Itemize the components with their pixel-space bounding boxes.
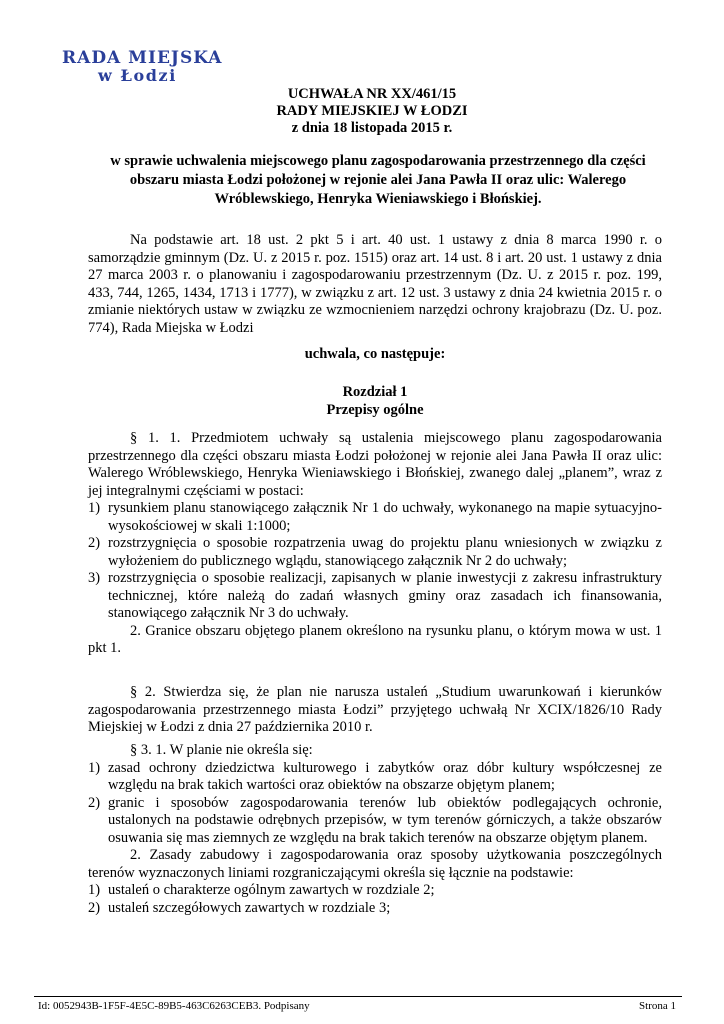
- list-item-number: 2): [88, 794, 101, 811]
- resolution-subject: w sprawie uchwalenia miejscowego planu zagospodarowania przestrzennego dla części obszaru miasta Łodzi położonej w rejonie alei Jana Pawła II oraz ulic: Walerego Wróblewskiego, Henryka Wieniawskiego i Błońskiej.: [110, 153, 646, 207]
- legal-basis: Na podstawie art. 18 ust. 2 pkt 5 i art. 40 ust. 1 ustawy z dnia 8 marca 1990 r. o samorządzie gminnym (Dz. U. z 2015 r. poz. 1515) oraz art. 14 ust. 8 i art. 20 ust. 1 ustawy z dnia 27 marca 2003 r. o planowaniu i zagospodarowaniu przestrzennym (Dz. U. z 2015 r. poz. 199, 433, 744, 1265, 1434, 1713 i 1777), w związku z art. 12 ust. 3 ustawy z dnia 24 kwietnia 2015 r. o zmianie niektórych ustaw w związku ze wzmocnieniem narzędzi ochrony krajobrazu (Dz. U. poz. 774), Rada Miejska w Łodzi: [88, 232, 662, 336]
- list-item-number: 2): [88, 899, 101, 916]
- list-item-number: 1): [88, 500, 101, 516]
- list-item-text: rysunkiem planu stanowiącego załącznik Nr 1 do uchwały, wykonanego na mapie sytuacyjno-wysokościowej w skali 1:1000;: [108, 500, 662, 534]
- list-item: [88, 795, 662, 848]
- list-item-number: 3): [88, 570, 101, 586]
- list-item-text: rozstrzygnięcia o sposobie realizacji, zapisanych w planie inwestycji z zakresu infrastruktury technicznej, które należą do zadań własnych gminy oraz zasadach ich finansowania, stanowiącego załącznik Nr 3 do uchwały.: [108, 570, 662, 621]
- resolution-header: [0, 86, 724, 137]
- resolution-date: z dnia 18 listopada 2015 r.: [291, 120, 453, 136]
- list-item: [88, 882, 662, 900]
- document-id: Id: 0052943B-1F5F-4E5C-89B5-463C6263CEB3. Podpisany: [38, 1000, 310, 1012]
- stamp-line-2: w Łodzi: [98, 65, 177, 85]
- list-item-text: ustaleń szczegółowych zawartych w rozdziale 3;: [108, 899, 391, 916]
- list-item: [88, 760, 662, 795]
- list-item-number: 2): [88, 535, 101, 551]
- chapter-title: Przepisy ogólne: [326, 401, 424, 418]
- section-3-paragraph-2: 2. Zasady zabudowy i zagospodarowania oraz sposoby użytkowania poszczególnych terenów wyznaczonych liniami rozgraniczającymi określa się łącznie na podstawie:: [88, 847, 662, 881]
- list-item-text: rozstrzygnięcia o sposobie rozpatrzenia uwag do projektu planu wniesionych w związku z wyłożeniem do publicznego wglądu, stanowiącego załącznik Nr 2 do uchwały;: [108, 535, 662, 569]
- list-item: [88, 535, 662, 570]
- footer-divider: [34, 996, 682, 997]
- section-2: § 2. Stwierdza się, że plan nie narusza ustaleń „Studium uwarunkowań i kierunków zagospodarowania przestrzennego miasta Łodzi” przyjętego uchwałą Nr XCIX/1826/10 Rady Miejskiej w Łodzi z dnia 27 października 2010 r.: [88, 684, 662, 735]
- page-number: Strona 1: [639, 1000, 676, 1012]
- list-item: [88, 900, 662, 918]
- section-3-intro: § 3. 1. W planie nie określa się:: [130, 742, 313, 758]
- section-1-intro: § 1. 1. Przedmiotem uchwały są ustalenia miejscowego planu zagospodarowania przestrzennego dla części obszaru miasta Łodzi położonej w rejonie alei Jana Pawła II oraz ulic: Walerego Wróblewskiego, Henryka Wieniawskiego i Błońskiej, zwanego dalej „planem”, wraz z jej integralnymi częściami w postaci:: [88, 430, 662, 499]
- list-item: [88, 570, 662, 623]
- chapter-heading: [88, 384, 662, 419]
- section-1-paragraph-2: 2. Granice obszaru objętego planem określono na rysunku planu, o którym mowa w ust. 1 pkt 1.: [88, 622, 662, 656]
- stamp-line-1: RADA MIEJSKA: [62, 48, 223, 68]
- chapter-number: Rozdział 1: [342, 384, 408, 400]
- resolves-clause: uchwala, co następuje:: [304, 346, 446, 362]
- list-item-text: granic i sposobów zagospodarowania terenów lub obiektów podlegających ochronie, ustalonych na podstawie odrębnych przepisów, w tym terenów górniczych, a także obszarów osuwania się mas ziemnych ze względu na brak takich terenów na obszarze objętym planem.: [108, 794, 662, 846]
- section-3: [88, 742, 662, 917]
- section-1: [88, 430, 662, 658]
- list-item-number: 1): [88, 882, 101, 898]
- list-item: [88, 500, 662, 535]
- resolution-title: UCHWAŁA NR XX/461/15: [287, 86, 457, 102]
- resolution-council: RADY MIEJSKIEJ W ŁODZI: [276, 103, 468, 119]
- list-item-text: zasad ochrony dziedzictwa kulturowego i zabytków oraz dóbr kultury współczesnej ze względu na brak takich wartości oraz obiektów na obszarze objętym planem;: [108, 759, 662, 793]
- council-stamp: [62, 50, 223, 85]
- list-item-number: 1): [88, 759, 101, 776]
- list-item-text: ustaleń o charakterze ogólnym zawartych w rozdziale 2;: [108, 882, 435, 898]
